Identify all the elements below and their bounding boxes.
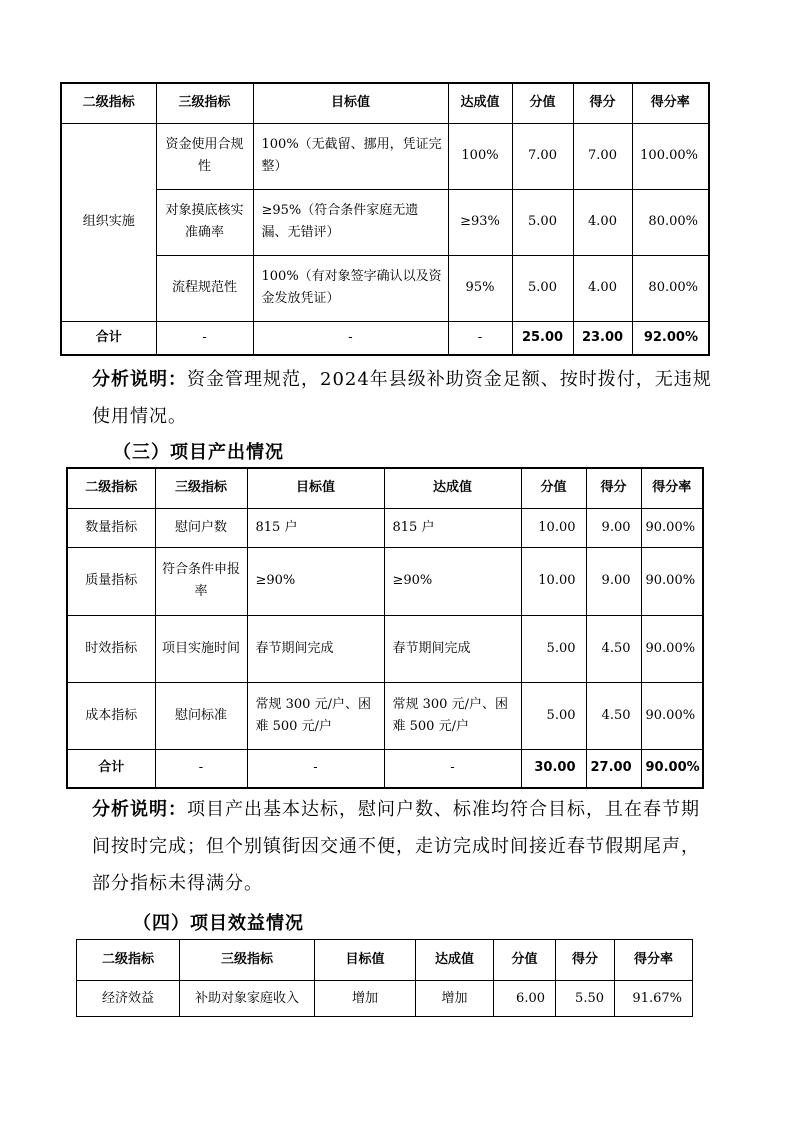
level2-cell: 质量指标: [67, 547, 155, 615]
score-cell: 10.00: [521, 508, 586, 547]
funding-table: [60, 82, 710, 356]
total-rate: 92.00%: [632, 321, 709, 355]
achieved-cell: 815 户: [384, 508, 521, 547]
header-achieved: 达成值: [384, 468, 521, 508]
level2-cell: 成本指标: [67, 682, 155, 749]
total-score: 25.00: [512, 321, 573, 355]
total-achieved: -: [448, 321, 512, 355]
rate-cell: 90.00%: [641, 682, 703, 749]
level3-cell: 补助对象家庭收入: [180, 981, 315, 1017]
target-cell: 增加: [315, 981, 416, 1017]
header-rate: 得分率: [641, 468, 703, 508]
level2-cell: 数量指标: [67, 508, 155, 547]
header-target: 目标值: [315, 940, 416, 981]
header-got: 得分: [586, 468, 641, 508]
target-cell: ≥95%（符合条件家庭无遗漏、无错评）: [253, 189, 448, 255]
score-cell: 5.00: [521, 682, 586, 749]
rate-cell: 90.00%: [641, 615, 703, 682]
analysis-label: 分析说明：: [92, 369, 187, 390]
analysis-text: 资金管理规范，2024年县级补助资金足额、按时拨付，无违规使用情况。: [92, 369, 712, 427]
output-table: [66, 467, 704, 789]
achieved-cell: ≥93%: [448, 189, 512, 255]
header-score: 分值: [521, 468, 586, 508]
rate-cell: 80.00%: [632, 255, 709, 321]
got-cell: 9.00: [586, 547, 641, 615]
got-cell: 9.00: [586, 508, 641, 547]
header-score: 分值: [494, 940, 556, 981]
analysis-text: 项目产出基本达标，慰问户数、标准均符合目标，且在春节期间按时完成；但个别镇街因交通不便，走访完成时间接近春节假期尾声，部分指标未得满分。: [92, 799, 700, 894]
header-target: 目标值: [253, 83, 448, 123]
got-cell: 7.00: [573, 123, 632, 189]
score-cell: 6.00: [494, 981, 556, 1017]
rate-cell: 90.00%: [641, 547, 703, 615]
total-rate: 90.00%: [641, 749, 703, 788]
level3-cell: 符合条件申报率: [155, 547, 247, 615]
header-level2: 二级指标: [61, 83, 156, 123]
table-header-row: [67, 468, 703, 508]
level3-cell: 慰问标准: [155, 682, 247, 749]
table-row: [67, 682, 703, 749]
target-cell: 100%（无截留、挪用，凭证完整）: [253, 123, 448, 189]
table-row: [67, 615, 703, 682]
section-4-title: （四）项目效益情况: [133, 913, 304, 934]
benefit-table: [76, 939, 693, 1017]
score-cell: 7.00: [512, 123, 573, 189]
total-score: 30.00: [521, 749, 586, 788]
total-row: [61, 321, 709, 355]
achieved-cell: 常规 300 元/户、困难 500 元/户: [384, 682, 521, 749]
achieved-cell: 95%: [448, 255, 512, 321]
got-cell: 4.50: [586, 615, 641, 682]
table-row: [61, 189, 709, 255]
total-level3: -: [156, 321, 253, 355]
total-target: -: [247, 749, 384, 788]
header-target: 目标值: [247, 468, 384, 508]
table-row: [77, 981, 693, 1017]
total-level3: -: [155, 749, 247, 788]
level3-cell: 对象摸底核实准确率: [156, 189, 253, 255]
header-score: 分值: [512, 83, 573, 123]
rate-cell: 100.00%: [632, 123, 709, 189]
level3-cell: 慰问户数: [155, 508, 247, 547]
table-row: [61, 255, 709, 321]
header-level2: 二级指标: [77, 940, 180, 981]
header-rate: 得分率: [632, 83, 709, 123]
header-level3: 三级指标: [155, 468, 247, 508]
level3-cell: 流程规范性: [156, 255, 253, 321]
analysis-paragraph-2: [92, 791, 712, 902]
section-3-title: （三）项目产出情况: [113, 442, 284, 463]
target-cell: 常规 300 元/户、困难 500 元/户: [247, 682, 384, 749]
level3-cell: 项目实施时间: [155, 615, 247, 682]
table-row: [61, 123, 709, 189]
rate-cell: 90.00%: [641, 508, 703, 547]
target-cell: ≥90%: [247, 547, 384, 615]
score-cell: 10.00: [521, 547, 586, 615]
header-got: 得分: [573, 83, 632, 123]
total-got: 23.00: [573, 321, 632, 355]
analysis-paragraph-1: [92, 361, 712, 435]
table-header-row: [61, 83, 709, 123]
got-cell: 4.50: [586, 682, 641, 749]
score-cell: 5.00: [512, 255, 573, 321]
target-cell: 100%（有对象签字确认以及资金发放凭证）: [253, 255, 448, 321]
achieved-cell: 增加: [416, 981, 494, 1017]
score-cell: 5.00: [512, 189, 573, 255]
total-got: 27.00: [586, 749, 641, 788]
header-achieved: 达成值: [448, 83, 512, 123]
got-cell: 4.00: [573, 255, 632, 321]
achieved-cell: 100%: [448, 123, 512, 189]
total-label: 合计: [67, 749, 155, 788]
target-cell: 815 户: [247, 508, 384, 547]
got-cell: 4.00: [573, 189, 632, 255]
table-row: [67, 508, 703, 547]
total-target: -: [253, 321, 448, 355]
achieved-cell: 春节期间完成: [384, 615, 521, 682]
level2-cell: 组织实施: [61, 123, 156, 321]
header-achieved: 达成值: [416, 940, 494, 981]
header-rate: 得分率: [615, 940, 693, 981]
level3-cell: 资金使用合规性: [156, 123, 253, 189]
total-row: [67, 749, 703, 788]
header-level3: 三级指标: [180, 940, 315, 981]
rate-cell: 80.00%: [632, 189, 709, 255]
header-got: 得分: [556, 940, 615, 981]
achieved-cell: ≥90%: [384, 547, 521, 615]
level2-cell: 经济效益: [77, 981, 180, 1017]
header-level3: 三级指标: [156, 83, 253, 123]
level2-cell: 时效指标: [67, 615, 155, 682]
total-label: 合计: [61, 321, 156, 355]
score-cell: 5.00: [521, 615, 586, 682]
target-cell: 春节期间完成: [247, 615, 384, 682]
got-cell: 5.50: [556, 981, 615, 1017]
table-header-row: [77, 940, 693, 981]
table-row: [67, 547, 703, 615]
header-level2: 二级指标: [67, 468, 155, 508]
analysis-label: 分析说明：: [92, 799, 187, 820]
rate-cell: 91.67%: [615, 981, 693, 1017]
total-achieved: -: [384, 749, 521, 788]
